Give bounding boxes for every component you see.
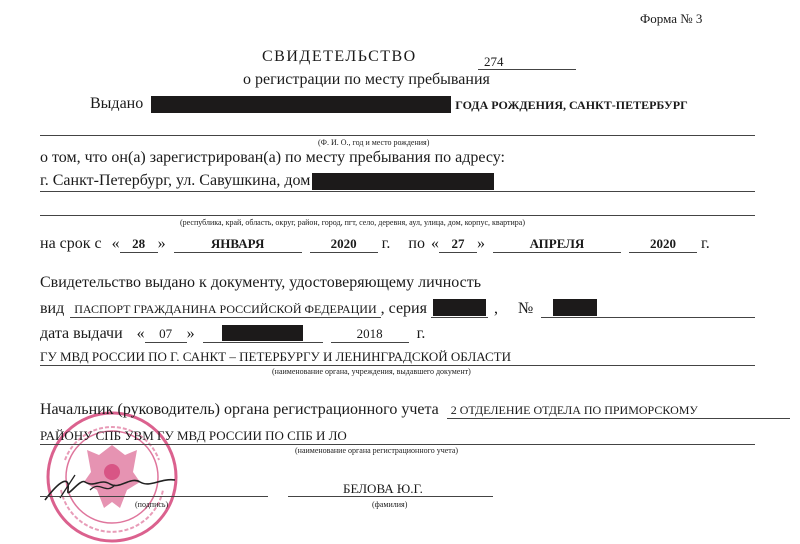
year-suffix: г.	[700, 235, 710, 252]
comma: ,	[493, 300, 498, 317]
issue-month-field	[203, 323, 323, 343]
redacted-name	[151, 96, 451, 113]
line	[40, 365, 755, 366]
series-label: , серия	[380, 300, 427, 317]
caption-fio: (Ф. И. О., год и место рождения)	[318, 138, 430, 147]
number-field	[541, 298, 755, 318]
line	[40, 191, 755, 192]
series-field	[431, 298, 488, 318]
authority-name-1: 2 ОТДЕЛЕНИЕ ОТДЕЛА ПО ПРИМОРСКОМУ	[447, 404, 790, 418]
from-day: 28	[120, 237, 158, 252]
surname-line	[288, 496, 493, 497]
certificate-number: 274	[484, 54, 504, 69]
surname-caption: (фамилия)	[372, 500, 408, 509]
from-year: 2020	[310, 237, 378, 252]
to-month: АПРЕЛЯ	[493, 237, 621, 252]
subtitle: о регистрации по месту пребывания	[243, 71, 490, 88]
caption-authority: (наименование органа регистрационного учета)	[295, 446, 459, 455]
document-intro: Свидетельство выдано к документу, удостоверяющему личность	[40, 274, 482, 291]
signature-caption: (подпись)	[135, 500, 169, 509]
quote-close: »	[476, 235, 485, 252]
year-suffix: г.	[416, 325, 426, 342]
number-line	[478, 69, 576, 70]
registered-text: о том, что он(а) зарегистрирован(а) по месту пребывания по адресу:	[40, 149, 505, 166]
quote-close: »	[186, 325, 195, 342]
authority-name-2: РАЙОНУ СПБ УВМ ГУ МВД РОССИИ ПО СПБ И ЛО	[40, 428, 347, 443]
form-number: Форма № 3	[640, 11, 703, 26]
authority-row	[40, 401, 790, 419]
address: г. Санкт-Петербург, ул. Савушкина, дом	[40, 172, 311, 189]
document-row	[40, 298, 755, 318]
issue-year: 2018	[331, 327, 409, 342]
redacted-address	[312, 173, 494, 190]
quote-close: »	[157, 235, 166, 252]
redacted-number	[553, 299, 597, 316]
to-year: 2020	[629, 237, 697, 252]
authority-label: Начальник (руководитель) органа регистрационного учета	[40, 401, 439, 418]
number-label: №	[517, 300, 534, 317]
to-label: по	[408, 235, 425, 252]
quote-open: «	[111, 235, 120, 252]
issued-to-row	[90, 95, 688, 113]
line	[40, 215, 755, 216]
caption-address: (республика, край, область, округ, район, город, пгт, село, деревня, аул, улица, дом, корпус, квартира)	[180, 218, 526, 227]
year-suffix: г.	[381, 235, 391, 252]
issuer: ГУ МВД РОССИИ ПО Г. САНКТ – ПЕТЕРБУРГУ И ЛЕНИНГРАДСКОЙ ОБЛАСТИ	[40, 349, 511, 364]
issue-date-label: дата выдачи	[40, 325, 123, 342]
to-day: 27	[439, 237, 477, 252]
from-month: ЯНВАРЯ	[174, 237, 302, 252]
redacted-series	[433, 299, 486, 316]
line	[40, 135, 755, 136]
doc-type: ПАСПОРТ ГРАЖДАНИНА РОССИЙСКОЙ ФЕДЕРАЦИИ	[70, 303, 380, 317]
issued-to-suffix: ГОДА РОЖДЕНИЯ, САНКТ-ПЕТЕРБУРГ	[455, 98, 688, 113]
period-label: на срок с	[40, 235, 102, 252]
quote-open: «	[136, 325, 145, 342]
issue-date-row	[40, 323, 425, 343]
quote-open: «	[430, 235, 439, 252]
period-row	[40, 235, 710, 253]
redacted-issue-month	[222, 325, 303, 341]
doc-type-label: вид	[40, 300, 65, 317]
signature-line	[40, 496, 268, 497]
caption-issuer: (наименование органа, учреждения, выдавшего документ)	[272, 367, 471, 376]
page-title: СВИДЕТЕЛЬСТВО	[262, 48, 417, 65]
issued-to-label: Выдано	[90, 95, 144, 112]
address-row	[40, 172, 494, 190]
line	[40, 444, 755, 445]
issue-day: 07	[145, 327, 187, 342]
surname: БЕЛОВА Ю.Г.	[343, 481, 423, 496]
